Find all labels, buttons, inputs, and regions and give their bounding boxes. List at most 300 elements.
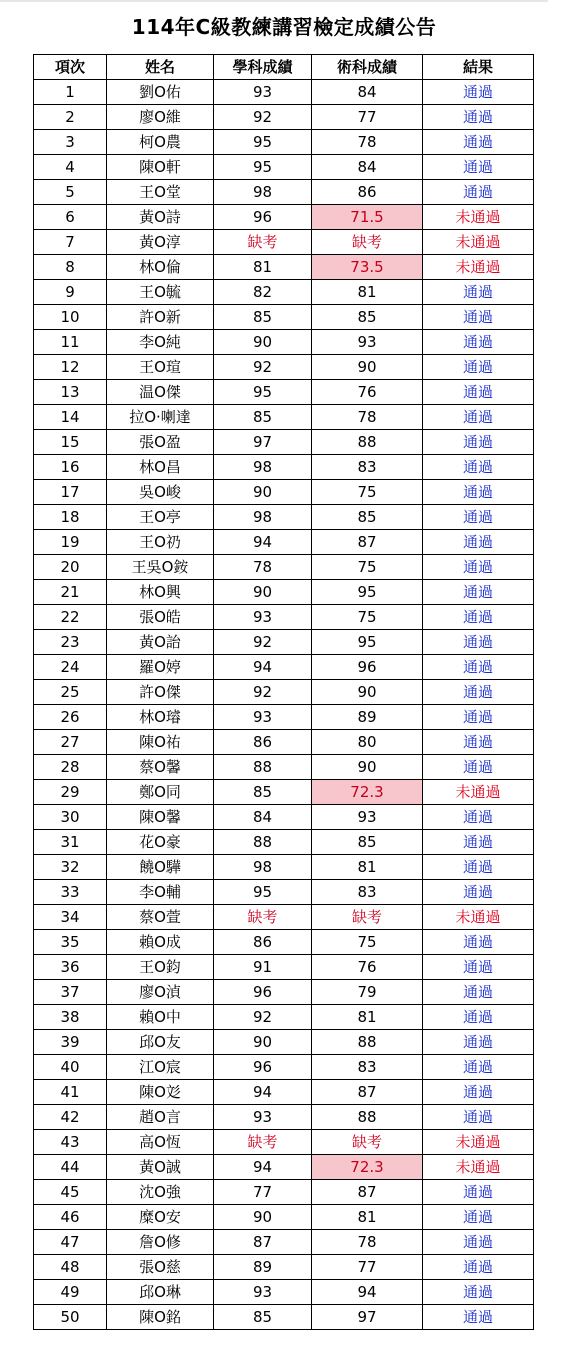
table-row bbox=[34, 330, 534, 355]
result-cell: 未通過 bbox=[423, 905, 534, 930]
table-row bbox=[34, 830, 534, 855]
table-row bbox=[34, 430, 534, 455]
row-number-cell: 15 bbox=[34, 430, 107, 455]
practical-score-cell: 85 bbox=[312, 305, 423, 330]
result-cell: 通過 bbox=[423, 1105, 534, 1130]
table-row bbox=[34, 1080, 534, 1105]
result-cell: 通過 bbox=[423, 305, 534, 330]
result-cell: 通過 bbox=[423, 605, 534, 630]
result-cell: 通過 bbox=[423, 1305, 534, 1330]
result-cell: 通過 bbox=[423, 330, 534, 355]
result-cell: 通過 bbox=[423, 680, 534, 705]
name-cell: 黃O淳 bbox=[107, 230, 214, 255]
row-number-cell: 35 bbox=[34, 930, 107, 955]
name-cell: 王O堂 bbox=[107, 180, 214, 205]
practical-score-cell: 85 bbox=[312, 505, 423, 530]
name-cell: 饒O驊 bbox=[107, 855, 214, 880]
name-cell: 沈O強 bbox=[107, 1180, 214, 1205]
result-cell: 通過 bbox=[423, 880, 534, 905]
name-cell: 邱O友 bbox=[107, 1030, 214, 1055]
table-row bbox=[34, 230, 534, 255]
name-cell: 王吳O銨 bbox=[107, 555, 214, 580]
practical-score-cell: 86 bbox=[312, 180, 423, 205]
result-cell: 通過 bbox=[423, 830, 534, 855]
name-cell: 吳O峻 bbox=[107, 480, 214, 505]
table-row bbox=[34, 1155, 534, 1180]
row-number-cell: 40 bbox=[34, 1055, 107, 1080]
result-cell: 未通過 bbox=[423, 780, 534, 805]
theory-score-cell: 94 bbox=[214, 1080, 312, 1105]
name-cell: 柯O農 bbox=[107, 130, 214, 155]
theory-score-cell: 92 bbox=[214, 680, 312, 705]
name-cell: 廖O維 bbox=[107, 105, 214, 130]
table-row bbox=[34, 555, 534, 580]
result-cell: 未通過 bbox=[423, 230, 534, 255]
result-cell: 通過 bbox=[423, 555, 534, 580]
row-number-cell: 37 bbox=[34, 980, 107, 1005]
theory-score-cell: 87 bbox=[214, 1230, 312, 1255]
result-cell: 通過 bbox=[423, 430, 534, 455]
theory-score-cell: 93 bbox=[214, 80, 312, 105]
name-cell: 林O璿 bbox=[107, 705, 214, 730]
row-number-cell: 17 bbox=[34, 480, 107, 505]
table-row bbox=[34, 455, 534, 480]
table-row bbox=[34, 530, 534, 555]
name-cell: 蔡O萱 bbox=[107, 905, 214, 930]
result-cell: 通過 bbox=[423, 480, 534, 505]
practical-score-cell: 93 bbox=[312, 805, 423, 830]
name-cell: 陳O銘 bbox=[107, 1305, 214, 1330]
practical-score-cell: 78 bbox=[312, 405, 423, 430]
row-number-cell: 18 bbox=[34, 505, 107, 530]
column-header-no: 項次 bbox=[34, 55, 107, 80]
row-number-cell: 47 bbox=[34, 1230, 107, 1255]
theory-score-cell: 91 bbox=[214, 955, 312, 980]
row-number-cell: 5 bbox=[34, 180, 107, 205]
row-number-cell: 38 bbox=[34, 1005, 107, 1030]
practical-score-cell: 85 bbox=[312, 830, 423, 855]
practical-score-cell: 96 bbox=[312, 655, 423, 680]
row-number-cell: 45 bbox=[34, 1180, 107, 1205]
theory-score-cell: 95 bbox=[214, 880, 312, 905]
row-number-cell: 33 bbox=[34, 880, 107, 905]
column-header-result: 結果 bbox=[423, 55, 534, 80]
theory-score-cell: 90 bbox=[214, 1030, 312, 1055]
theory-score-cell: 92 bbox=[214, 105, 312, 130]
theory-score-cell: 98 bbox=[214, 855, 312, 880]
row-number-cell: 9 bbox=[34, 280, 107, 305]
name-cell: 賴O中 bbox=[107, 1005, 214, 1030]
theory-score-cell: 90 bbox=[214, 1205, 312, 1230]
table-row bbox=[34, 155, 534, 180]
table-row bbox=[34, 805, 534, 830]
table-row bbox=[34, 1130, 534, 1155]
name-cell: 詹O修 bbox=[107, 1230, 214, 1255]
result-cell: 通過 bbox=[423, 155, 534, 180]
practical-score-cell: 72.3 bbox=[312, 780, 423, 805]
result-cell: 通過 bbox=[423, 1205, 534, 1230]
table-row bbox=[34, 405, 534, 430]
table-row bbox=[34, 1230, 534, 1255]
result-cell: 通過 bbox=[423, 1080, 534, 1105]
theory-score-cell: 缺考 bbox=[214, 1130, 312, 1155]
result-cell: 通過 bbox=[423, 655, 534, 680]
theory-score-cell: 94 bbox=[214, 530, 312, 555]
row-number-cell: 2 bbox=[34, 105, 107, 130]
name-cell: 趙O言 bbox=[107, 1105, 214, 1130]
table-row bbox=[34, 730, 534, 755]
practical-score-cell: 81 bbox=[312, 1005, 423, 1030]
practical-score-cell: 83 bbox=[312, 455, 423, 480]
practical-score-cell: 78 bbox=[312, 130, 423, 155]
table-row bbox=[34, 1255, 534, 1280]
theory-score-cell: 88 bbox=[214, 830, 312, 855]
name-cell: 黃O誠 bbox=[107, 1155, 214, 1180]
table-row bbox=[34, 480, 534, 505]
theory-score-cell: 98 bbox=[214, 505, 312, 530]
row-number-cell: 6 bbox=[34, 205, 107, 230]
practical-score-cell: 97 bbox=[312, 1305, 423, 1330]
theory-score-cell: 85 bbox=[214, 1305, 312, 1330]
table-row bbox=[34, 780, 534, 805]
row-number-cell: 36 bbox=[34, 955, 107, 980]
name-cell: 王O瑄 bbox=[107, 355, 214, 380]
practical-score-cell: 75 bbox=[312, 605, 423, 630]
table-row bbox=[34, 105, 534, 130]
row-number-cell: 11 bbox=[34, 330, 107, 355]
practical-score-cell: 84 bbox=[312, 80, 423, 105]
practical-score-cell: 缺考 bbox=[312, 905, 423, 930]
practical-score-cell: 83 bbox=[312, 880, 423, 905]
theory-score-cell: 93 bbox=[214, 1105, 312, 1130]
table-row bbox=[34, 1005, 534, 1030]
theory-score-cell: 93 bbox=[214, 705, 312, 730]
name-cell: 賴O成 bbox=[107, 930, 214, 955]
result-cell: 通過 bbox=[423, 380, 534, 405]
row-number-cell: 34 bbox=[34, 905, 107, 930]
theory-score-cell: 97 bbox=[214, 430, 312, 455]
row-number-cell: 16 bbox=[34, 455, 107, 480]
name-cell: 林O昌 bbox=[107, 455, 214, 480]
column-header-theory: 學科成績 bbox=[214, 55, 312, 80]
table-row bbox=[34, 880, 534, 905]
result-cell: 通過 bbox=[423, 1280, 534, 1305]
table-row bbox=[34, 905, 534, 930]
result-cell: 通過 bbox=[423, 105, 534, 130]
result-cell: 通過 bbox=[423, 530, 534, 555]
result-cell: 通過 bbox=[423, 1230, 534, 1255]
results-table bbox=[33, 54, 534, 1330]
practical-score-cell: 90 bbox=[312, 355, 423, 380]
theory-score-cell: 89 bbox=[214, 1255, 312, 1280]
result-cell: 未通過 bbox=[423, 255, 534, 280]
theory-score-cell: 94 bbox=[214, 1155, 312, 1180]
page-title: 114年C級教練講習檢定成績公告 bbox=[131, 15, 437, 39]
name-cell: 李O輔 bbox=[107, 880, 214, 905]
row-number-cell: 41 bbox=[34, 1080, 107, 1105]
table-row bbox=[34, 930, 534, 955]
row-number-cell: 42 bbox=[34, 1105, 107, 1130]
table-row bbox=[34, 1055, 534, 1080]
row-number-cell: 12 bbox=[34, 355, 107, 380]
practical-score-cell: 77 bbox=[312, 105, 423, 130]
row-number-cell: 50 bbox=[34, 1305, 107, 1330]
theory-score-cell: 81 bbox=[214, 255, 312, 280]
practical-score-cell: 79 bbox=[312, 980, 423, 1005]
practical-score-cell: 87 bbox=[312, 530, 423, 555]
theory-score-cell: 82 bbox=[214, 280, 312, 305]
table-row bbox=[34, 255, 534, 280]
result-cell: 通過 bbox=[423, 805, 534, 830]
theory-score-cell: 90 bbox=[214, 580, 312, 605]
table-row bbox=[34, 605, 534, 630]
result-cell: 通過 bbox=[423, 130, 534, 155]
table-row bbox=[34, 1280, 534, 1305]
theory-score-cell: 92 bbox=[214, 630, 312, 655]
practical-score-cell: 81 bbox=[312, 855, 423, 880]
theory-score-cell: 88 bbox=[214, 755, 312, 780]
name-cell: 温O傑 bbox=[107, 380, 214, 405]
column-header-name: 姓名 bbox=[107, 55, 214, 80]
theory-score-cell: 缺考 bbox=[214, 905, 312, 930]
result-cell: 通過 bbox=[423, 280, 534, 305]
row-number-cell: 24 bbox=[34, 655, 107, 680]
name-cell: 陳O軒 bbox=[107, 155, 214, 180]
row-number-cell: 26 bbox=[34, 705, 107, 730]
practical-score-cell: 90 bbox=[312, 755, 423, 780]
name-cell: 林O倫 bbox=[107, 255, 214, 280]
row-number-cell: 4 bbox=[34, 155, 107, 180]
practical-score-cell: 95 bbox=[312, 580, 423, 605]
row-number-cell: 27 bbox=[34, 730, 107, 755]
row-number-cell: 7 bbox=[34, 230, 107, 255]
row-number-cell: 29 bbox=[34, 780, 107, 805]
row-number-cell: 31 bbox=[34, 830, 107, 855]
name-cell: 黃O詩 bbox=[107, 205, 214, 230]
result-cell: 通過 bbox=[423, 80, 534, 105]
theory-score-cell: 92 bbox=[214, 355, 312, 380]
practical-score-cell: 94 bbox=[312, 1280, 423, 1305]
table-row bbox=[34, 705, 534, 730]
table-row bbox=[34, 1030, 534, 1055]
result-cell: 通過 bbox=[423, 1180, 534, 1205]
row-number-cell: 8 bbox=[34, 255, 107, 280]
row-number-cell: 25 bbox=[34, 680, 107, 705]
theory-score-cell: 92 bbox=[214, 1005, 312, 1030]
row-number-cell: 30 bbox=[34, 805, 107, 830]
practical-score-cell: 71.5 bbox=[312, 205, 423, 230]
name-cell: 陳O祐 bbox=[107, 730, 214, 755]
name-cell: 許O傑 bbox=[107, 680, 214, 705]
table-row bbox=[34, 955, 534, 980]
practical-score-cell: 81 bbox=[312, 280, 423, 305]
row-number-cell: 20 bbox=[34, 555, 107, 580]
row-number-cell: 28 bbox=[34, 755, 107, 780]
practical-score-cell: 73.5 bbox=[312, 255, 423, 280]
row-number-cell: 22 bbox=[34, 605, 107, 630]
table-row bbox=[34, 655, 534, 680]
name-cell: 許O新 bbox=[107, 305, 214, 330]
practical-score-cell: 75 bbox=[312, 930, 423, 955]
row-number-cell: 48 bbox=[34, 1255, 107, 1280]
name-cell: 廖O湞 bbox=[107, 980, 214, 1005]
row-number-cell: 43 bbox=[34, 1130, 107, 1155]
name-cell: 王O鈞 bbox=[107, 955, 214, 980]
table-row bbox=[34, 755, 534, 780]
name-cell: 劉O佑 bbox=[107, 80, 214, 105]
name-cell: 王O毓 bbox=[107, 280, 214, 305]
theory-score-cell: 85 bbox=[214, 305, 312, 330]
practical-score-cell: 76 bbox=[312, 955, 423, 980]
result-cell: 通過 bbox=[423, 1055, 534, 1080]
result-cell: 通過 bbox=[423, 980, 534, 1005]
practical-score-cell: 93 bbox=[312, 330, 423, 355]
result-cell: 通過 bbox=[423, 1030, 534, 1055]
practical-score-cell: 75 bbox=[312, 480, 423, 505]
theory-score-cell: 96 bbox=[214, 980, 312, 1005]
theory-score-cell: 90 bbox=[214, 480, 312, 505]
table-row bbox=[34, 380, 534, 405]
theory-score-cell: 77 bbox=[214, 1180, 312, 1205]
name-cell: 黃O詒 bbox=[107, 630, 214, 655]
theory-score-cell: 84 bbox=[214, 805, 312, 830]
name-cell: 張O皓 bbox=[107, 605, 214, 630]
name-cell: 羅O婷 bbox=[107, 655, 214, 680]
result-cell: 通過 bbox=[423, 855, 534, 880]
theory-score-cell: 93 bbox=[214, 1280, 312, 1305]
theory-score-cell: 85 bbox=[214, 780, 312, 805]
row-number-cell: 13 bbox=[34, 380, 107, 405]
top-divider bbox=[0, 0, 548, 2]
result-cell: 通過 bbox=[423, 355, 534, 380]
practical-score-cell: 75 bbox=[312, 555, 423, 580]
practical-score-cell: 84 bbox=[312, 155, 423, 180]
row-number-cell: 44 bbox=[34, 1155, 107, 1180]
table-row bbox=[34, 1105, 534, 1130]
name-cell: 張O慈 bbox=[107, 1255, 214, 1280]
result-cell: 通過 bbox=[423, 705, 534, 730]
row-number-cell: 46 bbox=[34, 1205, 107, 1230]
practical-score-cell: 88 bbox=[312, 1105, 423, 1130]
practical-score-cell: 88 bbox=[312, 430, 423, 455]
name-cell: 張O盈 bbox=[107, 430, 214, 455]
name-cell: 江O宸 bbox=[107, 1055, 214, 1080]
table-row bbox=[34, 855, 534, 880]
practical-score-cell: 76 bbox=[312, 380, 423, 405]
theory-score-cell: 86 bbox=[214, 930, 312, 955]
result-cell: 未通過 bbox=[423, 1130, 534, 1155]
practical-score-cell: 缺考 bbox=[312, 1130, 423, 1155]
name-cell: 蔡O馨 bbox=[107, 755, 214, 780]
row-number-cell: 32 bbox=[34, 855, 107, 880]
practical-score-cell: 77 bbox=[312, 1255, 423, 1280]
name-cell: 鄭O同 bbox=[107, 780, 214, 805]
row-number-cell: 14 bbox=[34, 405, 107, 430]
column-header-practical: 術科成績 bbox=[312, 55, 423, 80]
result-cell: 通過 bbox=[423, 180, 534, 205]
table-row bbox=[34, 580, 534, 605]
table-row bbox=[34, 205, 534, 230]
name-cell: 王O礽 bbox=[107, 530, 214, 555]
result-cell: 通過 bbox=[423, 930, 534, 955]
name-cell: 拉O‧喇達 bbox=[107, 405, 214, 430]
table-row bbox=[34, 505, 534, 530]
name-cell: 李O純 bbox=[107, 330, 214, 355]
result-cell: 通過 bbox=[423, 630, 534, 655]
table-row bbox=[34, 1205, 534, 1230]
row-number-cell: 19 bbox=[34, 530, 107, 555]
practical-score-cell: 78 bbox=[312, 1230, 423, 1255]
practical-score-cell: 81 bbox=[312, 1205, 423, 1230]
practical-score-cell: 87 bbox=[312, 1180, 423, 1205]
table-row bbox=[34, 1305, 534, 1330]
row-number-cell: 1 bbox=[34, 80, 107, 105]
result-cell: 通過 bbox=[423, 755, 534, 780]
practical-score-cell: 88 bbox=[312, 1030, 423, 1055]
row-number-cell: 23 bbox=[34, 630, 107, 655]
row-number-cell: 39 bbox=[34, 1030, 107, 1055]
table-row bbox=[34, 80, 534, 105]
practical-score-cell: 缺考 bbox=[312, 230, 423, 255]
name-cell: 陳O彣 bbox=[107, 1080, 214, 1105]
result-cell: 通過 bbox=[423, 580, 534, 605]
table-row bbox=[34, 1180, 534, 1205]
practical-score-cell: 89 bbox=[312, 705, 423, 730]
result-cell: 未通過 bbox=[423, 1155, 534, 1180]
table-row bbox=[34, 355, 534, 380]
theory-score-cell: 85 bbox=[214, 405, 312, 430]
practical-score-cell: 83 bbox=[312, 1055, 423, 1080]
name-cell: 邱O琳 bbox=[107, 1280, 214, 1305]
result-cell: 通過 bbox=[423, 505, 534, 530]
practical-score-cell: 80 bbox=[312, 730, 423, 755]
theory-score-cell: 缺考 bbox=[214, 230, 312, 255]
practical-score-cell: 90 bbox=[312, 680, 423, 705]
table-row bbox=[34, 305, 534, 330]
table-row bbox=[34, 980, 534, 1005]
result-cell: 未通過 bbox=[423, 205, 534, 230]
table-row bbox=[34, 180, 534, 205]
name-cell: 陳O馨 bbox=[107, 805, 214, 830]
theory-score-cell: 98 bbox=[214, 455, 312, 480]
practical-score-cell: 95 bbox=[312, 630, 423, 655]
row-number-cell: 49 bbox=[34, 1280, 107, 1305]
theory-score-cell: 95 bbox=[214, 130, 312, 155]
result-cell: 通過 bbox=[423, 1255, 534, 1280]
theory-score-cell: 94 bbox=[214, 655, 312, 680]
row-number-cell: 21 bbox=[34, 580, 107, 605]
theory-score-cell: 86 bbox=[214, 730, 312, 755]
result-cell: 通過 bbox=[423, 1005, 534, 1030]
practical-score-cell: 87 bbox=[312, 1080, 423, 1105]
row-number-cell: 10 bbox=[34, 305, 107, 330]
row-number-cell: 3 bbox=[34, 130, 107, 155]
result-cell: 通過 bbox=[423, 405, 534, 430]
theory-score-cell: 78 bbox=[214, 555, 312, 580]
name-cell: 糜O安 bbox=[107, 1205, 214, 1230]
theory-score-cell: 96 bbox=[214, 205, 312, 230]
result-cell: 通過 bbox=[423, 730, 534, 755]
theory-score-cell: 96 bbox=[214, 1055, 312, 1080]
theory-score-cell: 95 bbox=[214, 380, 312, 405]
name-cell: 林O興 bbox=[107, 580, 214, 605]
name-cell: 高O恆 bbox=[107, 1130, 214, 1155]
practical-score-cell: 72.3 bbox=[312, 1155, 423, 1180]
table-row bbox=[34, 630, 534, 655]
theory-score-cell: 90 bbox=[214, 330, 312, 355]
table-row bbox=[34, 680, 534, 705]
name-cell: 花O豪 bbox=[107, 830, 214, 855]
